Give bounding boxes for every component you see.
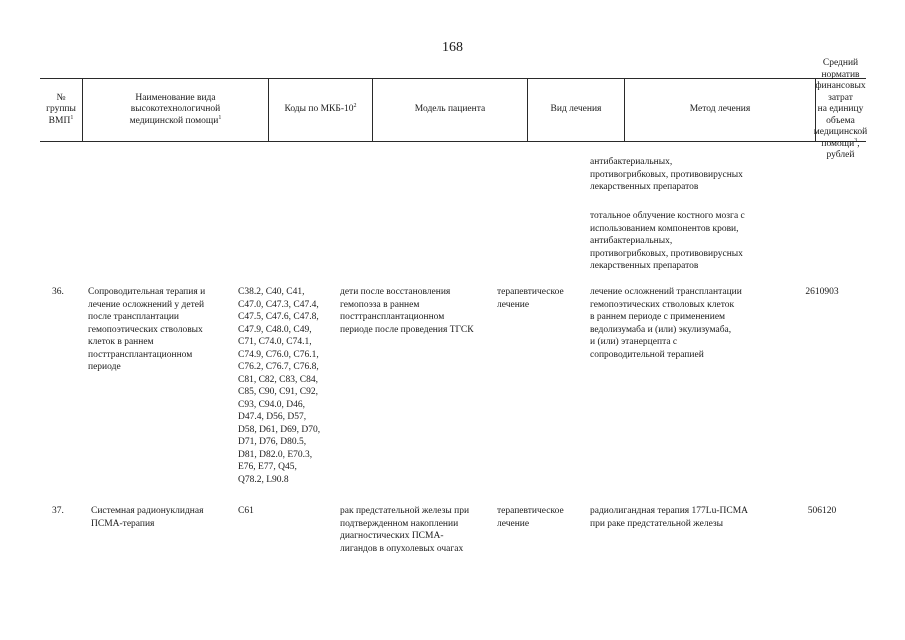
row-treatment-type: терапевтическое лечение [497, 506, 564, 529]
row-patient-model: рак предстательной железы при подтвержденном накоплении диагностических ПСМА- лигандов в опухолевых очагах [340, 506, 470, 554]
page-number: 168 [442, 40, 463, 55]
header-patient-model: Модель пациента [372, 79, 527, 141]
header-care-type: Наименование вида высокотехнологичной медицинской помощи$^1$ [82, 79, 268, 141]
continuation-method-1: антибактериальных, противогрибковых, противовирусных лекарственных препаратов [590, 157, 743, 192]
row-treatment-method: лечение осложнений трансплантации гемопоэтических стволовых клеток в раннем периоде с применением ведолизумаба и (или) экулизумаба, и (или) этанерцепта с сопроводительной терапией [590, 287, 742, 360]
row-treatment-type: терапевтическое лечение [497, 287, 564, 310]
header-icd-codes: Коды по МКБ-$10^2$ [268, 79, 372, 141]
row-cost: 2610903 [805, 287, 839, 297]
row-care-name: Сопроводительная терапия и лечение осложнений у детей после трансплантации гемопоэтических стволовых клеток в раннем посттрансплантационном периоде [88, 287, 206, 372]
row-treatment-method: радиолигандная терапия 177Lu-ПСМА при раке предстательной железы [590, 506, 749, 529]
header-treatment-type: Вид лечения [527, 79, 624, 141]
row-cost: 506120 [807, 506, 837, 516]
row-icd-codes: C38.2, C40, C41, C47.0, C47.3, C47.4, C47.5, C47.6, C47.8, C47.9, C48.0, C49, C71, C74.0, C74.1, C74.9, C76.0, C76.1, C76.2, C76.7, C76.8, C81, C82, C83, C84, C85, C90, C91, C92, C93, C94.0, D46, D47.4, D56, D57, D58, D61, D69, D70, D71, D76, D80.5, D81, D82.0, E70.3, E76, E77, Q45, Q78.2, L90.8 [238, 287, 321, 485]
header-cost: Средний норматив финансовых затрат на единицу объема медицинской помощи$^3$, рублей [813, 58, 868, 161]
continuation-method-2: тотальное облучение костного мозга с использованием компонентов крови, антибактериальных, противогрибковых, противовирусных лекарственных препаратов [590, 211, 745, 271]
row-patient-model: дети после восстановления гемопоэза в раннем посттрансплантационном периоде после проведения ТГСК [340, 287, 474, 335]
row-number: 37. [52, 506, 64, 516]
header-treatment-method: Метод лечения [624, 79, 815, 141]
table-header [40, 58, 868, 161]
row-number: 36. [52, 287, 64, 297]
row-care-name: Системная радионуклидная ПСМА-терапия [91, 506, 204, 529]
header-group-number: № группы ВМП$^1$ [46, 92, 76, 126]
row-icd-codes: C61 [238, 506, 254, 516]
